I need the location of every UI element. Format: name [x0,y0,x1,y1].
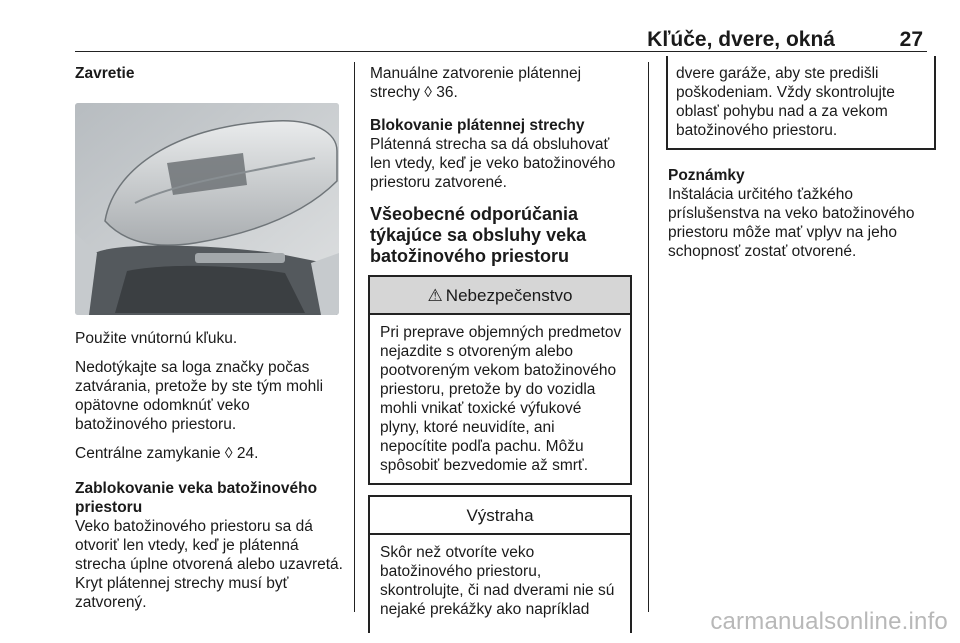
column-divider-2 [648,62,649,612]
paragraph-manual-close: Manuálne zatvorenie plátennej strechy ◊ 36. [370,65,582,101]
section-heading-roof-lock: Blokovanie plátennej strechy [370,117,585,134]
header-rule [75,51,927,52]
danger-title: Nebezpečenstvo [445,285,573,305]
paragraph-lid-lock: Veko batožinového priestoru sa dá otvoriť len vtedy, keď je plátenná strecha úplne otvorená alebo uzavretá. Kryt plátennej strechy musí byť zatvorený. [75,518,343,611]
notes-text: Inštalácia určitého ťažkého príslušenstva na veko batožinového priestoru môže mať vplyv na jeho schopnosť zostať otvorené. [668,186,915,260]
warning-triangle-icon: ⚠ [427,285,443,305]
warning-box [368,495,632,633]
notes-heading: Poznámky [668,167,745,184]
column-3 [668,64,930,271]
column-1 [75,64,345,622]
column-divider-1 [354,62,355,612]
section-heading-lid-lock: Zablokovanie veka batožinového priestoru [75,480,318,516]
page-header [75,24,927,52]
trunk-lid-photo [75,103,339,315]
danger-box [368,275,632,485]
section-heading-general: Všeobecné odporúčania týkajúce sa obsluhy veka batožinového priestoru [370,204,587,266]
paragraph-use-handle: Použite vnútornú kľuku. [75,330,238,347]
danger-box-header [370,277,630,315]
page-title: Kľúče, dvere, okná [647,28,835,51]
danger-text: Pri preprave objemných predmetov nejazdite s otvoreným alebo pootvoreným vekom batožinového priestoru, pretože by do vozidla mohli vnikať toxické výfukové plyny, ktoré neuvidíte, ani nepocítite podľa pachu. Môžu spôsobiť bezvedomie až smrť. [380,324,622,474]
section-heading-closing: Zavretie [75,65,135,82]
paragraph-logo-warning: Nedotýkajte sa loga značky počas zatvárania, pretože by ste tým mohli opätovne odomknúť veko batožinového priestoru. [75,359,324,433]
paragraph-central-locking: Centrálne zamykanie ◊ 24. [75,445,259,462]
warning-title: Výstraha [466,505,534,525]
warning-text: Skôr než otvoríte veko batožinového priestoru, skontrolujte, či nad dverami nie sú nejaké prekážky ako napríklad [380,544,615,618]
warning-box-continued [666,56,936,150]
warning-text-continued: dvere garáže, aby ste predišli poškodeniam. Vždy skontrolujte oblasť pohybu nad a za vekom batožinového priestoru. [676,65,895,139]
watermark: carmanualsonline.info [710,608,948,635]
page-number: 27 [899,28,923,51]
paragraph-roof-lock: Plátenná strecha sa dá obsluhovať len vtedy, keď je veko batožinového priestoru zatvorené. [370,136,616,191]
warning-box-header [370,497,630,535]
column-2 [370,64,632,643]
